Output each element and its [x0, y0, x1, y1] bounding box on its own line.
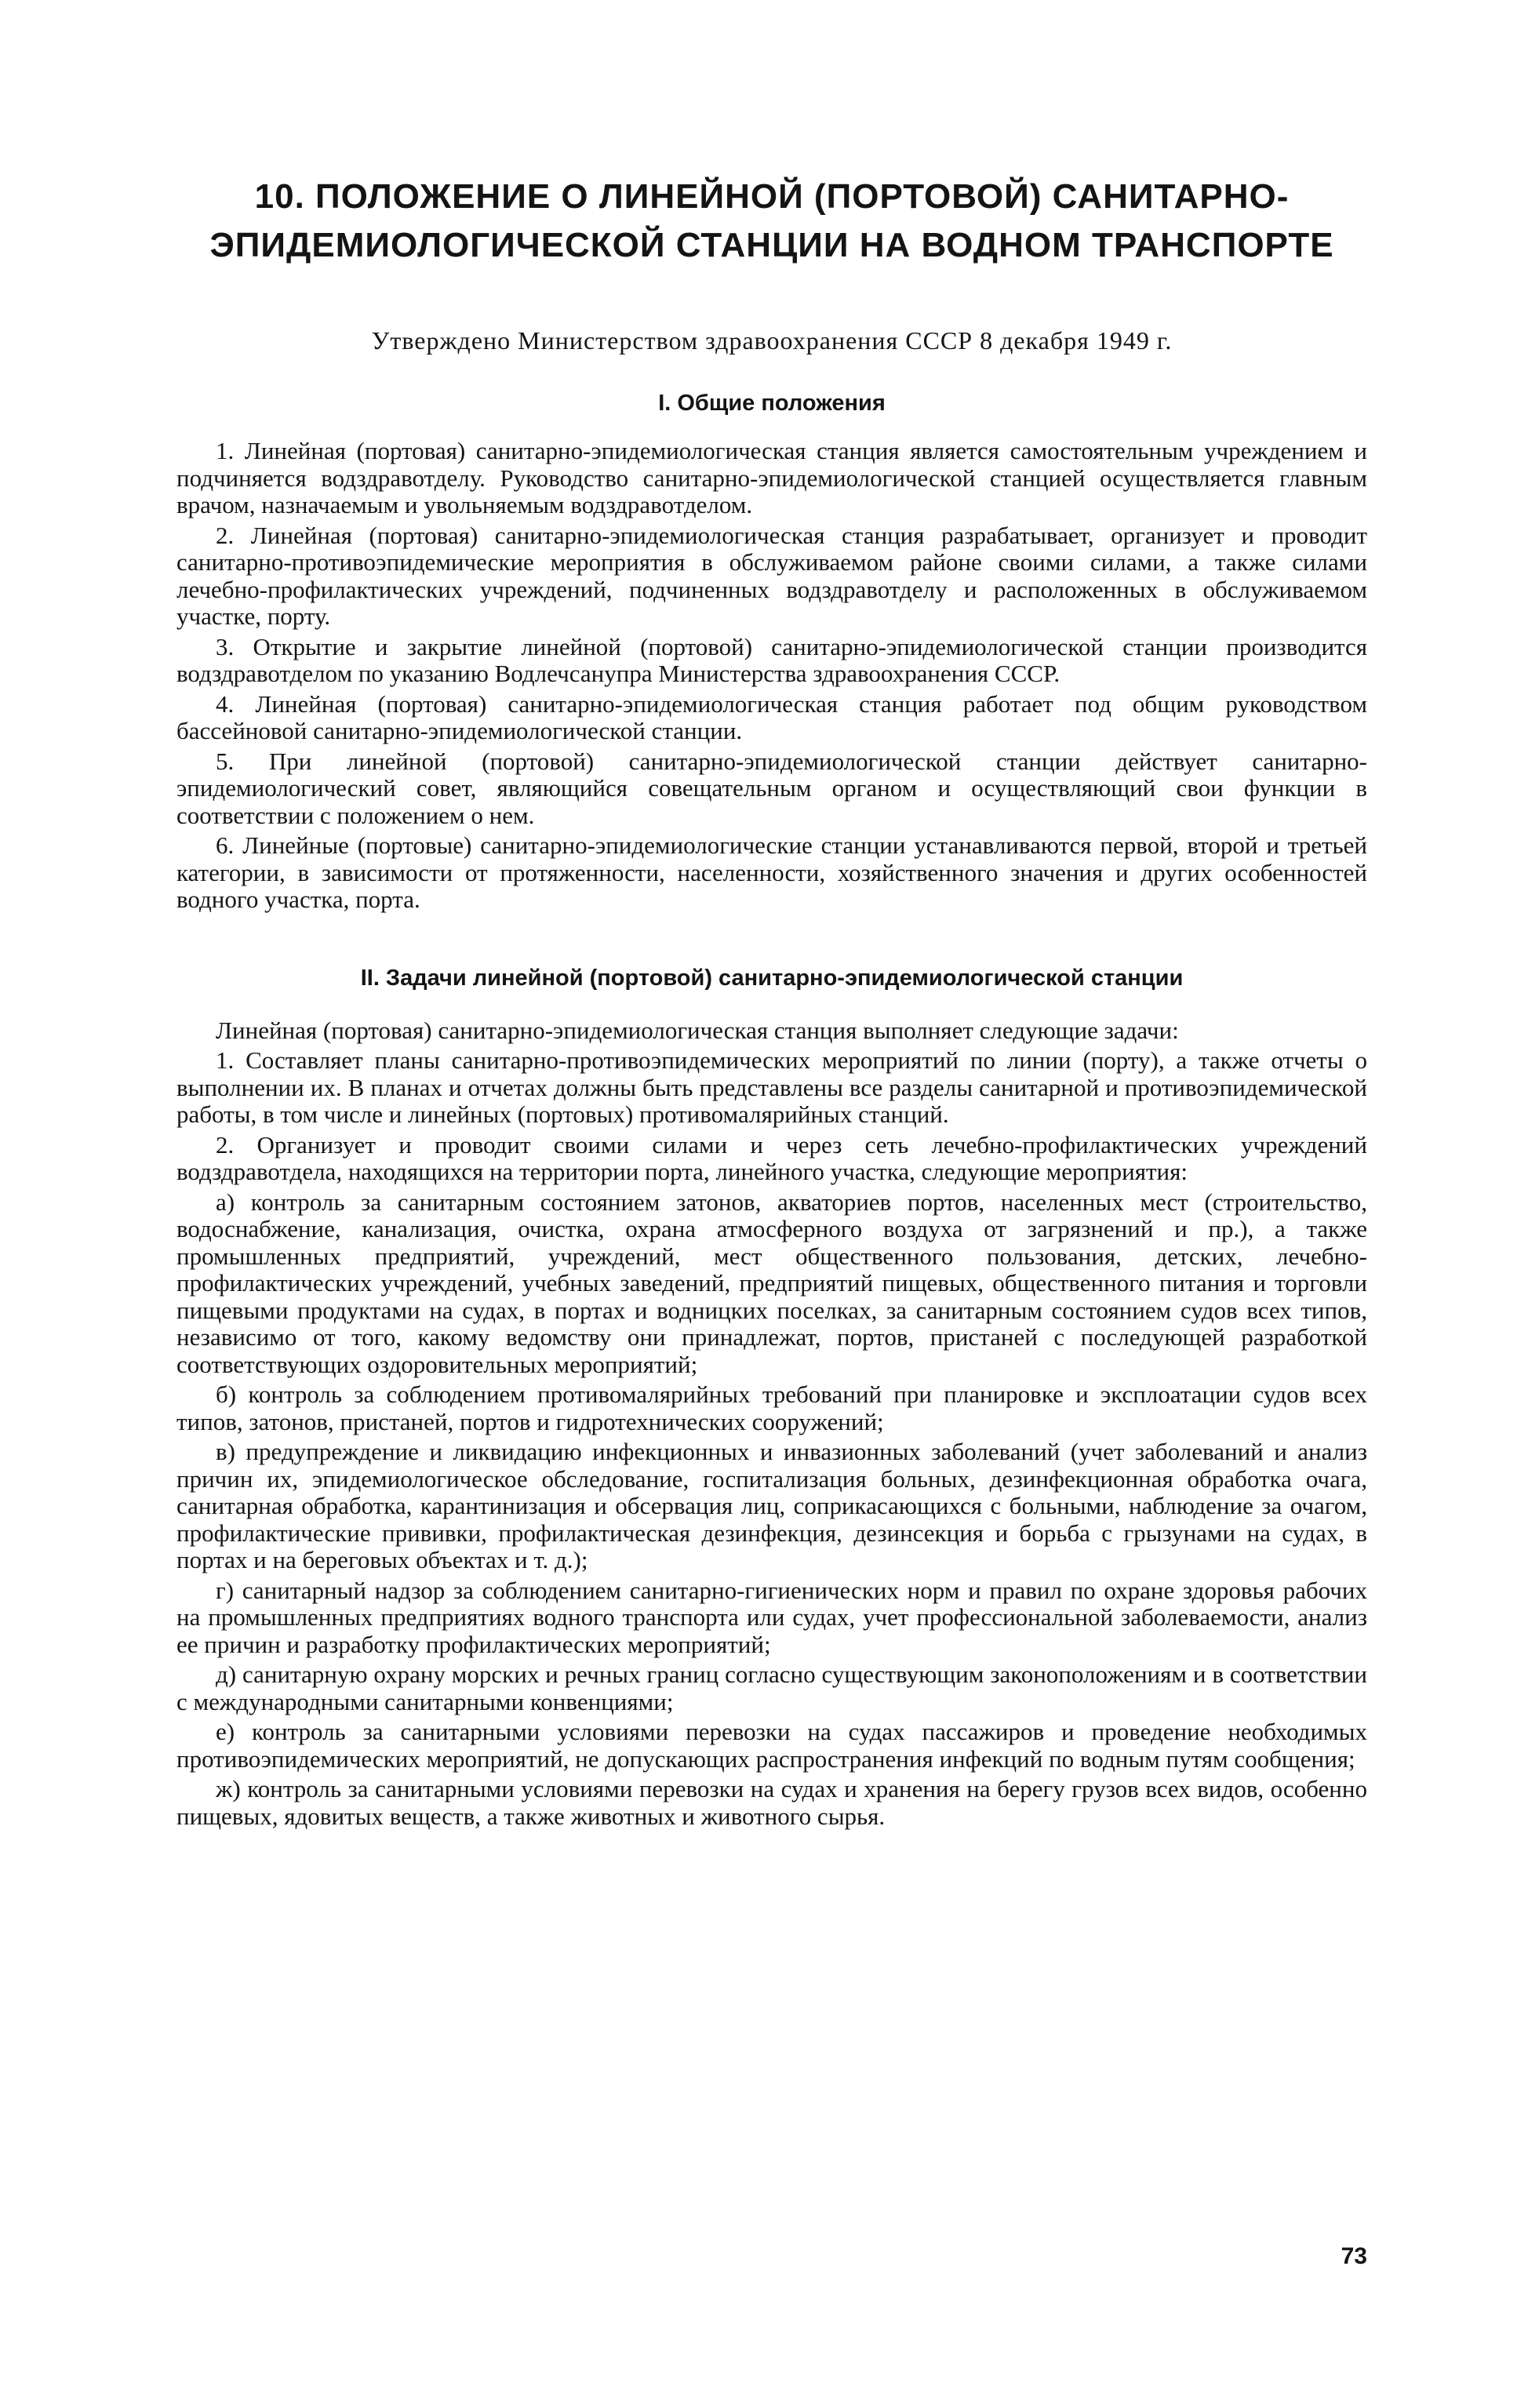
title-line-1: 10. ПОЛОЖЕНИЕ О ЛИНЕЙНОЙ (ПОРТОВОЙ) САНИТАРНО-	[254, 177, 1290, 216]
title-line-2: ЭПИДЕМИОЛОГИЧЕСКОЙ СТАНЦИИ НА ВОДНОМ ТРАНСПОРТЕ	[209, 226, 1334, 264]
paragraph-2-2-e: е) контроль за санитарными условиями перевозки на судах пассажиров и проведение необходимых противоэпидемических мероприятий, не допускающих распространения инфекций по водным путям сообщения;	[176, 1718, 1367, 1773]
section-2-heading: II. Задачи линейной (портовой) санитарно-эпидемиологической станции	[360, 965, 1184, 991]
paragraph-2-2: 2. Организует и проводит своими силами и через сеть лечебно-профилактических учреждений водздравотдела, находящихся на территории порта, линейного участка, следующие мероприятия:	[176, 1130, 1367, 1185]
paragraph-1-4: 4. Линейная (портовая) санитарно-эпидемиологическая станция работает под общим руководством бассейновой санитарно-эпидемиологической станции.	[176, 689, 1367, 744]
paragraph-2-2-v: в) предупреждение и ликвидацию инфекционных и инвазионных заболеваний (учет заболеваний и анализ причин их, эпидемиологическое обследование, госпитализация больных, дезинфекционная обработка очага, санитарная обработка, карантинизация и обсервация лиц, соприкасающихся с больными, наблюдение за очагом, профилактические прививки, профилактическая дезинфекция, дезинсекция и борьба с грызунами на судах, в портах и на береговых объектах и т. д.);	[176, 1438, 1367, 1573]
paragraph-2-2-b: б) контроль за соблюдением противомалярийных требований при планировке и эксплоатации судов всех типов, затонов, пристаней, портов и гидротехнических сооружений;	[176, 1380, 1367, 1435]
paragraph-2-2-a: а) контроль за санитарным состоянием затонов, акваториев портов, населенных мест (строительство, водоснабжение, канализация, очистка, охрана атмосферного воздуха от загрязнений и пр.), а также промышленных предприятий, учреждений, мест общественного пользования, детских, лечебно-профилактических учреждений, учебных заведений, предприятий пищевых, общественного питания и торговли пищевыми продуктами на судах, в портах и водницких поселках, за санитарным состоянием судов всех типов, независимо от того, какому ведомству они принадлежат, портов, пристаней с последующей разработкой соответствующих оздоровительных мероприятий;	[176, 1188, 1367, 1378]
paragraph-2-2-zh: ж) контроль за санитарными условиями перевозки на судах и хранения на берегу грузов всех видов, особенно пищевых, ядовитых веществ, а также животных и животного сырья.	[176, 1775, 1367, 1830]
paragraph-1-2: 2. Линейная (портовая) санитарно-эпидемиологическая станция разрабатывает, организует и проводит санитарно-противоэпидемические мероприятия в обслуживаемом районе своими силами, а также силами лечебно-профилактических учреждений, подчиненных водздравотделу и расположенных в обслуживаемом участке, порту.	[176, 521, 1367, 630]
paragraph-2-2-d: д) санитарную охрану морских и речных границ согласно существующим законоположениям и в соответствии с международными санитарными конвенциями;	[176, 1661, 1367, 1715]
paragraph-2-intro: Линейная (портовая) санитарно-эпидемиологическая станция выполняет следующие задачи:	[216, 1016, 1179, 1044]
paragraph-1-5: 5. При линейной (портовой) санитарно-эпидемиологической станции действует санитарно-эпидемиологический совет, являющийся совещательным органом и осуществляющий свои функции в соответствии с положением о нем.	[176, 747, 1367, 829]
paragraph-2-2-g: г) санитарный надзор за соблюдением санитарно-гигиенических норм и правил по охране здоровья рабочих на промышленных предприятиях водного транспорта или судах, учет профессиональной заболеваемости, анализ ее причин и разработку профилактических мероприятий;	[176, 1576, 1367, 1658]
approval-note: Утверждено Министерством здравоохранения СССР 8 декабря 1949 г.	[371, 326, 1173, 355]
page-number: 73	[1341, 2243, 1367, 2269]
paragraph-1-1: 1. Линейная (портовая) санитарно-эпидемиологическая станция является самостоятельным учреждением и подчиняется водздравотделу. Руководство санитарно-эпидемиологической станцией осуществляется главным врачом, назначаемым и увольняемым водздравотделом.	[176, 437, 1367, 518]
paragraph-1-6: 6. Линейные (портовые) санитарно-эпидемиологические станции устанавливаются первой, второй и третьей категории, в зависимости от протяженности, населенности, хозяйственного значения и других особенностей водного участка, порта.	[176, 831, 1367, 913]
paragraph-2-1: 1. Составляет планы санитарно-противоэпидемических мероприятий по линии (порту), а также отчеты о выполнении их. В планах и отчетах должны быть представлены все разделы санитарной и противоэпидемической работы, в том числе и линейных (портовых) противомалярийных станций.	[176, 1046, 1367, 1128]
paragraph-1-3: 3. Открытие и закрытие линейной (портовой) санитарно-эпидемиологической станции производится водздравотделом по указанию Водлечсанупра Министерства здравоохранения СССР.	[176, 632, 1367, 687]
section-1-heading: I. Общие положения	[658, 391, 886, 416]
document-title	[176, 173, 1367, 270]
